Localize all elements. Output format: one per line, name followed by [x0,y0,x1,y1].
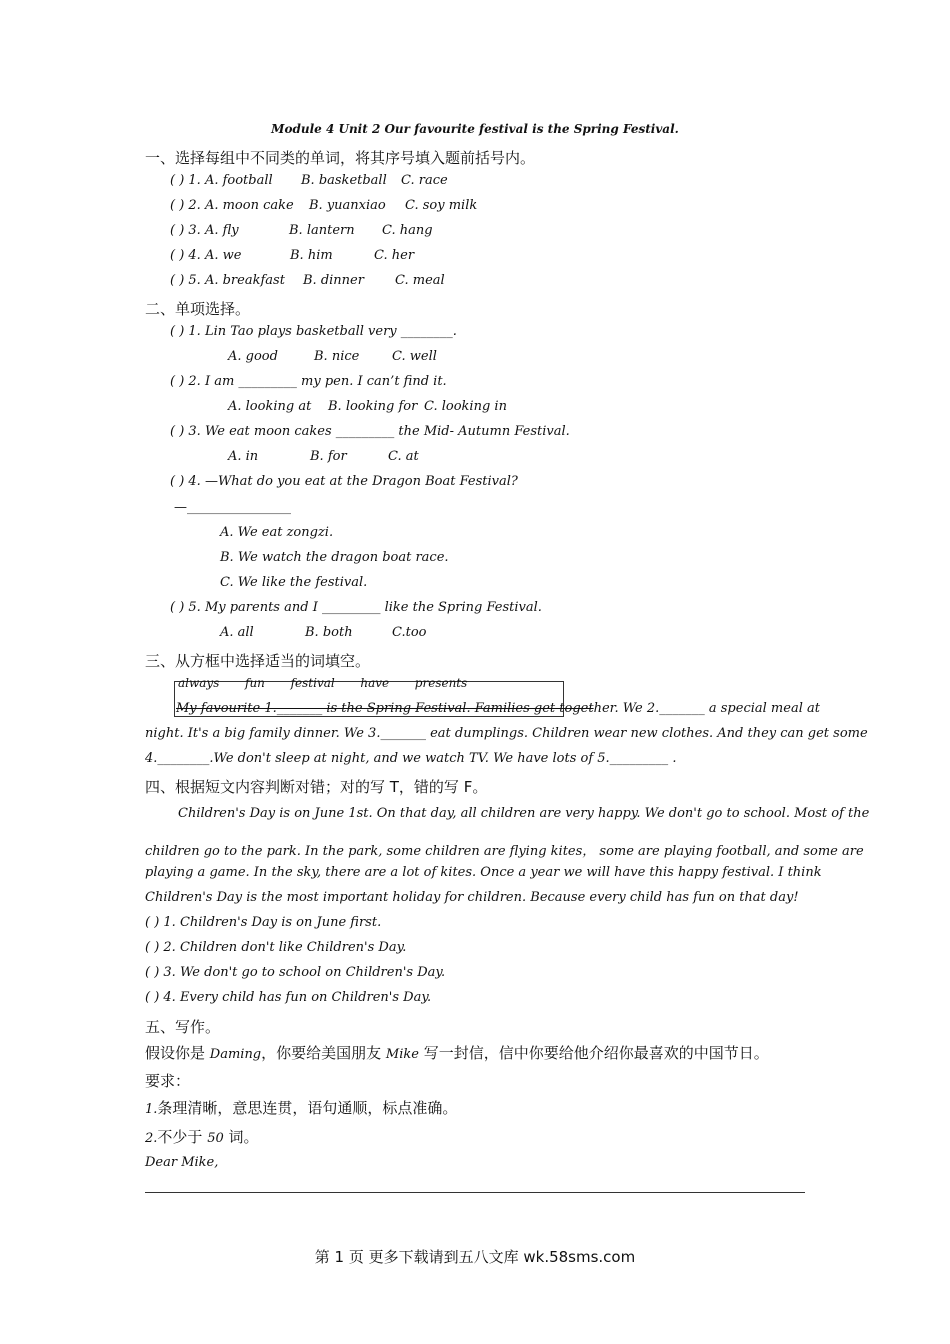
section1-heading: 一、选择每组中不同类的单词，将其序号填入题前括号内。 [145,149,536,167]
section4-heading: 四、根据短文内容判断对错；对的写 T，错的写 F。 [145,778,488,796]
writing-line [145,1192,805,1193]
s5-req2-num: 2. [145,1131,158,1146]
s1-q3: ( ) 3. A. fly [170,223,239,238]
s2-q2-b: B. looking for [328,399,418,414]
s4-item-1: ( ) 1. Children's Day is on June first. [145,915,382,930]
s2-q5-b: B. both [305,625,353,640]
s5-req2 [145,1126,259,1147]
s1-q4-c: C. her [374,248,415,263]
s2-q2-a: A. looking at [228,399,312,414]
s2-q3-a: A. in [228,449,259,464]
s2-q3-b: B. for [310,449,347,464]
s1-q1-c: C. race [401,173,448,188]
s1-q2-b: B. yuanxiao [309,198,386,213]
word-presents: presents [414,676,468,690]
word-always: always [178,676,220,690]
s1-q1-b: B. basketball [301,173,387,188]
page-footer: 第 1 页 更多下载请到五八文库 wk.58sms.com [314,1248,636,1266]
s1-q2: ( ) 2. A. moon cake [170,198,294,213]
s2-q4: ( ) 4. —What do you eat at the Dragon Boat Festival? [170,474,518,489]
s5-req2-text: 不少于 [157,1128,208,1146]
s2-q3-c: C. at [388,449,419,464]
s2-q5: ( ) 5. My parents and I _________ like the Spring Festival. [170,600,542,615]
s2-q4-a: A. We eat zongzi. [220,525,334,540]
s5-name-mike: Mike [385,1047,419,1062]
s2-q4-answer-line: —________________ [174,500,291,515]
s2-q5-a: A. all [220,625,254,640]
s4-passage-4: Children's Day is the most important holiday for children. Because every child has fun on that day! [145,890,799,905]
s5-req1-num: 1. [145,1102,158,1117]
page-title: Module 4 Unit 2 Our favourite festival is the Spring Festival. [271,122,679,136]
s5-name-daming: Daming [209,1047,262,1062]
s1-q4-b: B. him [290,248,333,263]
s2-q4-b: B. We watch the dragon boat race. [220,550,449,565]
s2-q2-c: C. looking in [424,399,507,414]
s1-q5: ( ) 5. A. breakfast [170,273,285,288]
s5-prompt-b: ，你要给美国朋友 [261,1044,386,1062]
s4-item-2: ( ) 2. Children don't like Children's Day. [145,940,407,955]
s5-req2-n: 50 [207,1131,224,1146]
s5-req1 [145,1097,457,1118]
s2-q2: ( ) 2. I am _________ my pen. I can’t find it. [170,374,447,389]
s2-q1: ( ) 1. Lin Tao plays basketball very ________. [170,324,457,339]
s2-q3: ( ) 3. We eat moon cakes _________ the Mid- Autumn Festival. [170,424,570,439]
s4-passage-1: Children's Day is on June 1st. On that day, all children are very happy. We don't go to school. Most of the [178,806,870,821]
s3-line2: night. It's a big family dinner. We 3._______ eat dumplings. Children wear new clothes. And they can get some [145,726,868,741]
s1-q5-c: C. meal [395,273,445,288]
s1-q2-c: C. soy milk [405,198,478,213]
s2-q5-c: C.too [392,625,427,640]
word-box-words [178,676,467,690]
s3-line1 [176,701,820,716]
s4-item-4: ( ) 4. Every child has fun on Children's Day. [145,990,432,1005]
section2-heading: 二、单项选择。 [145,300,251,318]
s5-req1-text: 条理清晰，意思连贯，语句通顺，标点准确。 [157,1099,458,1117]
s5-prompt-c: 写一封信，信中你要给他介绍你最喜欢的中国节日。 [418,1044,769,1062]
s1-q3-c: C. hang [382,223,433,238]
s1-q5-b: B. dinner [303,273,364,288]
s1-q1: ( ) 1. A. football [170,173,273,188]
s5-requirements-label: 要求： [145,1072,191,1090]
s5-prompt-a: 假设你是 [145,1044,210,1062]
s2-q4-c: C. We like the festival. [220,575,368,590]
s5-greeting: Dear Mike, [145,1155,219,1170]
word-festival: festival [290,676,335,690]
s5-prompt [145,1042,769,1063]
s3-line1-b: her. We 2._______ a special meal at [593,701,820,716]
s4-passage-3: playing a game. In the sky, there are a lot of kites. Once a year we will have this happy festival. I think [145,865,822,880]
s4-item-3: ( ) 3. We don't go to school on Children's Day. [145,965,446,980]
word-fun: fun [245,676,265,690]
s2-q1-a: A. good [228,349,278,364]
s1-q3-b: B. lantern [289,223,355,238]
s4-passage-2: children go to the park. In the park, some children are flying kites， some are playing football, and some are [145,844,864,859]
section3-heading: 三、从方框中选择适当的词填空。 [145,652,371,670]
s3-line3: 4.________.We don't sleep at night, and we watch TV. We have lots of 5._________ . [145,751,677,766]
s3-line1-a: My favourite 1._______ is the Spring Festival. Families get toget [176,701,594,716]
s5-req2-tail: 词。 [223,1128,259,1146]
s2-q1-c: C. well [392,349,437,364]
s2-q1-b: B. nice [314,349,360,364]
s1-q4: ( ) 4. A. we [170,248,242,263]
word-have: have [360,676,390,690]
section5-heading: 五、写作。 [145,1018,221,1036]
